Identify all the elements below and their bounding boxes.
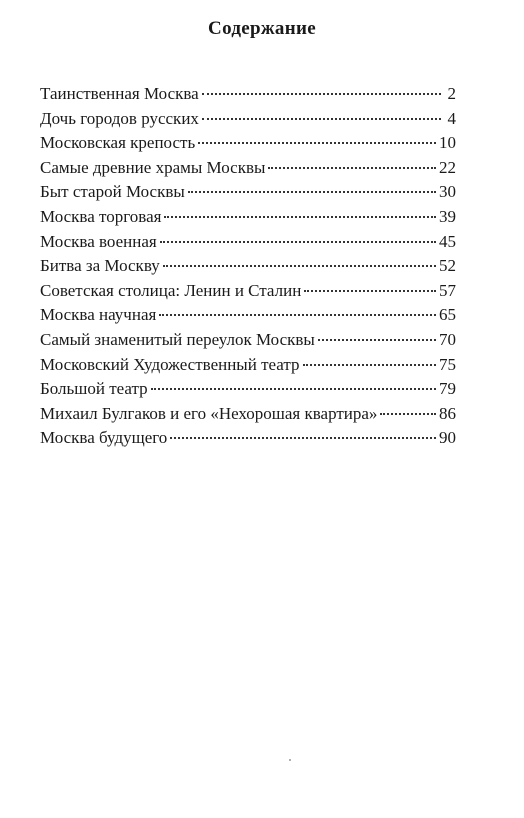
dot-leader [318,339,436,341]
toc-entry [40,281,456,306]
dot-leader [160,241,436,243]
dot-leader [303,364,437,366]
toc-entry-title: Таинственная Москва [40,84,199,103]
toc-entry-page: 4 [447,108,456,128]
toc-entry [40,207,456,232]
toc-entry-title: Самый знаменитый переулок Москвы [40,329,315,349]
toc-entry-title: Москва торговая [40,206,162,226]
toc-entry [40,305,456,330]
toc-entry [40,355,456,380]
toc-entry-title: Советская столица: Ленин и Сталин [40,280,302,300]
dot-leader [151,388,436,390]
dot-leader [268,167,436,169]
toc-entry-page: 79 [439,379,456,399]
dot-leader [159,314,436,316]
toc-entry-title: Быт старой Москвы [40,182,185,202]
toc-entry [40,84,456,109]
toc-entry-page: 52 [439,256,456,276]
toc-entry-page: 65 [439,305,456,325]
toc-entry [40,158,456,183]
toc-entry-title: Михаил Булгаков и его «Нехорошая квартира» [40,403,378,423]
dot-leader [164,216,436,218]
toc-entry [40,428,456,453]
toc-entry-page: 10 [439,133,456,153]
dot-leader [202,118,441,120]
page-title: Содержание [208,18,316,39]
toc-entry [40,256,456,281]
toc-entry-title: Московская крепость [40,133,196,153]
toc-entry [40,330,456,355]
dot-leader [170,437,436,439]
toc-entry-page: 2 [447,84,456,103]
toc-entry-title: Битва за Москву [40,256,160,276]
toc-entry-page: 75 [439,354,456,374]
toc-entry-title: Москва будущего [40,428,168,448]
toc-entry-page: 90 [439,428,456,448]
paper-speck [289,759,291,761]
toc-entry-title: Дочь городов русских [40,108,199,128]
toc-entry-title: Большой театр [40,379,148,399]
dot-leader [202,93,441,95]
dot-leader [163,265,436,267]
toc-entry-page: 45 [439,231,456,251]
toc-entry [40,232,456,257]
toc-entry-page: 22 [439,157,456,177]
toc-entry-title: Москва военная [40,231,157,251]
toc-entry-title: Московский Художественный театр [40,354,300,374]
dot-leader [188,191,436,193]
toc-entry-page: 30 [439,182,456,202]
table-of-contents [40,84,456,453]
toc-entry [40,379,456,404]
toc-entry [40,182,456,207]
toc-entry-title: Самые древние храмы Москвы [40,157,266,177]
dot-leader [198,142,436,144]
toc-entry-page: 39 [439,206,456,226]
dot-leader [304,290,436,292]
toc-entry [40,133,456,158]
toc-entry-title: Москва научная [40,305,157,325]
toc-entry [40,404,456,429]
dot-leader [380,413,436,415]
toc-entry-page: 57 [439,280,456,300]
toc-entry-page: 86 [439,403,456,423]
toc-entry [40,109,456,134]
toc-entry-page: 70 [439,329,456,349]
